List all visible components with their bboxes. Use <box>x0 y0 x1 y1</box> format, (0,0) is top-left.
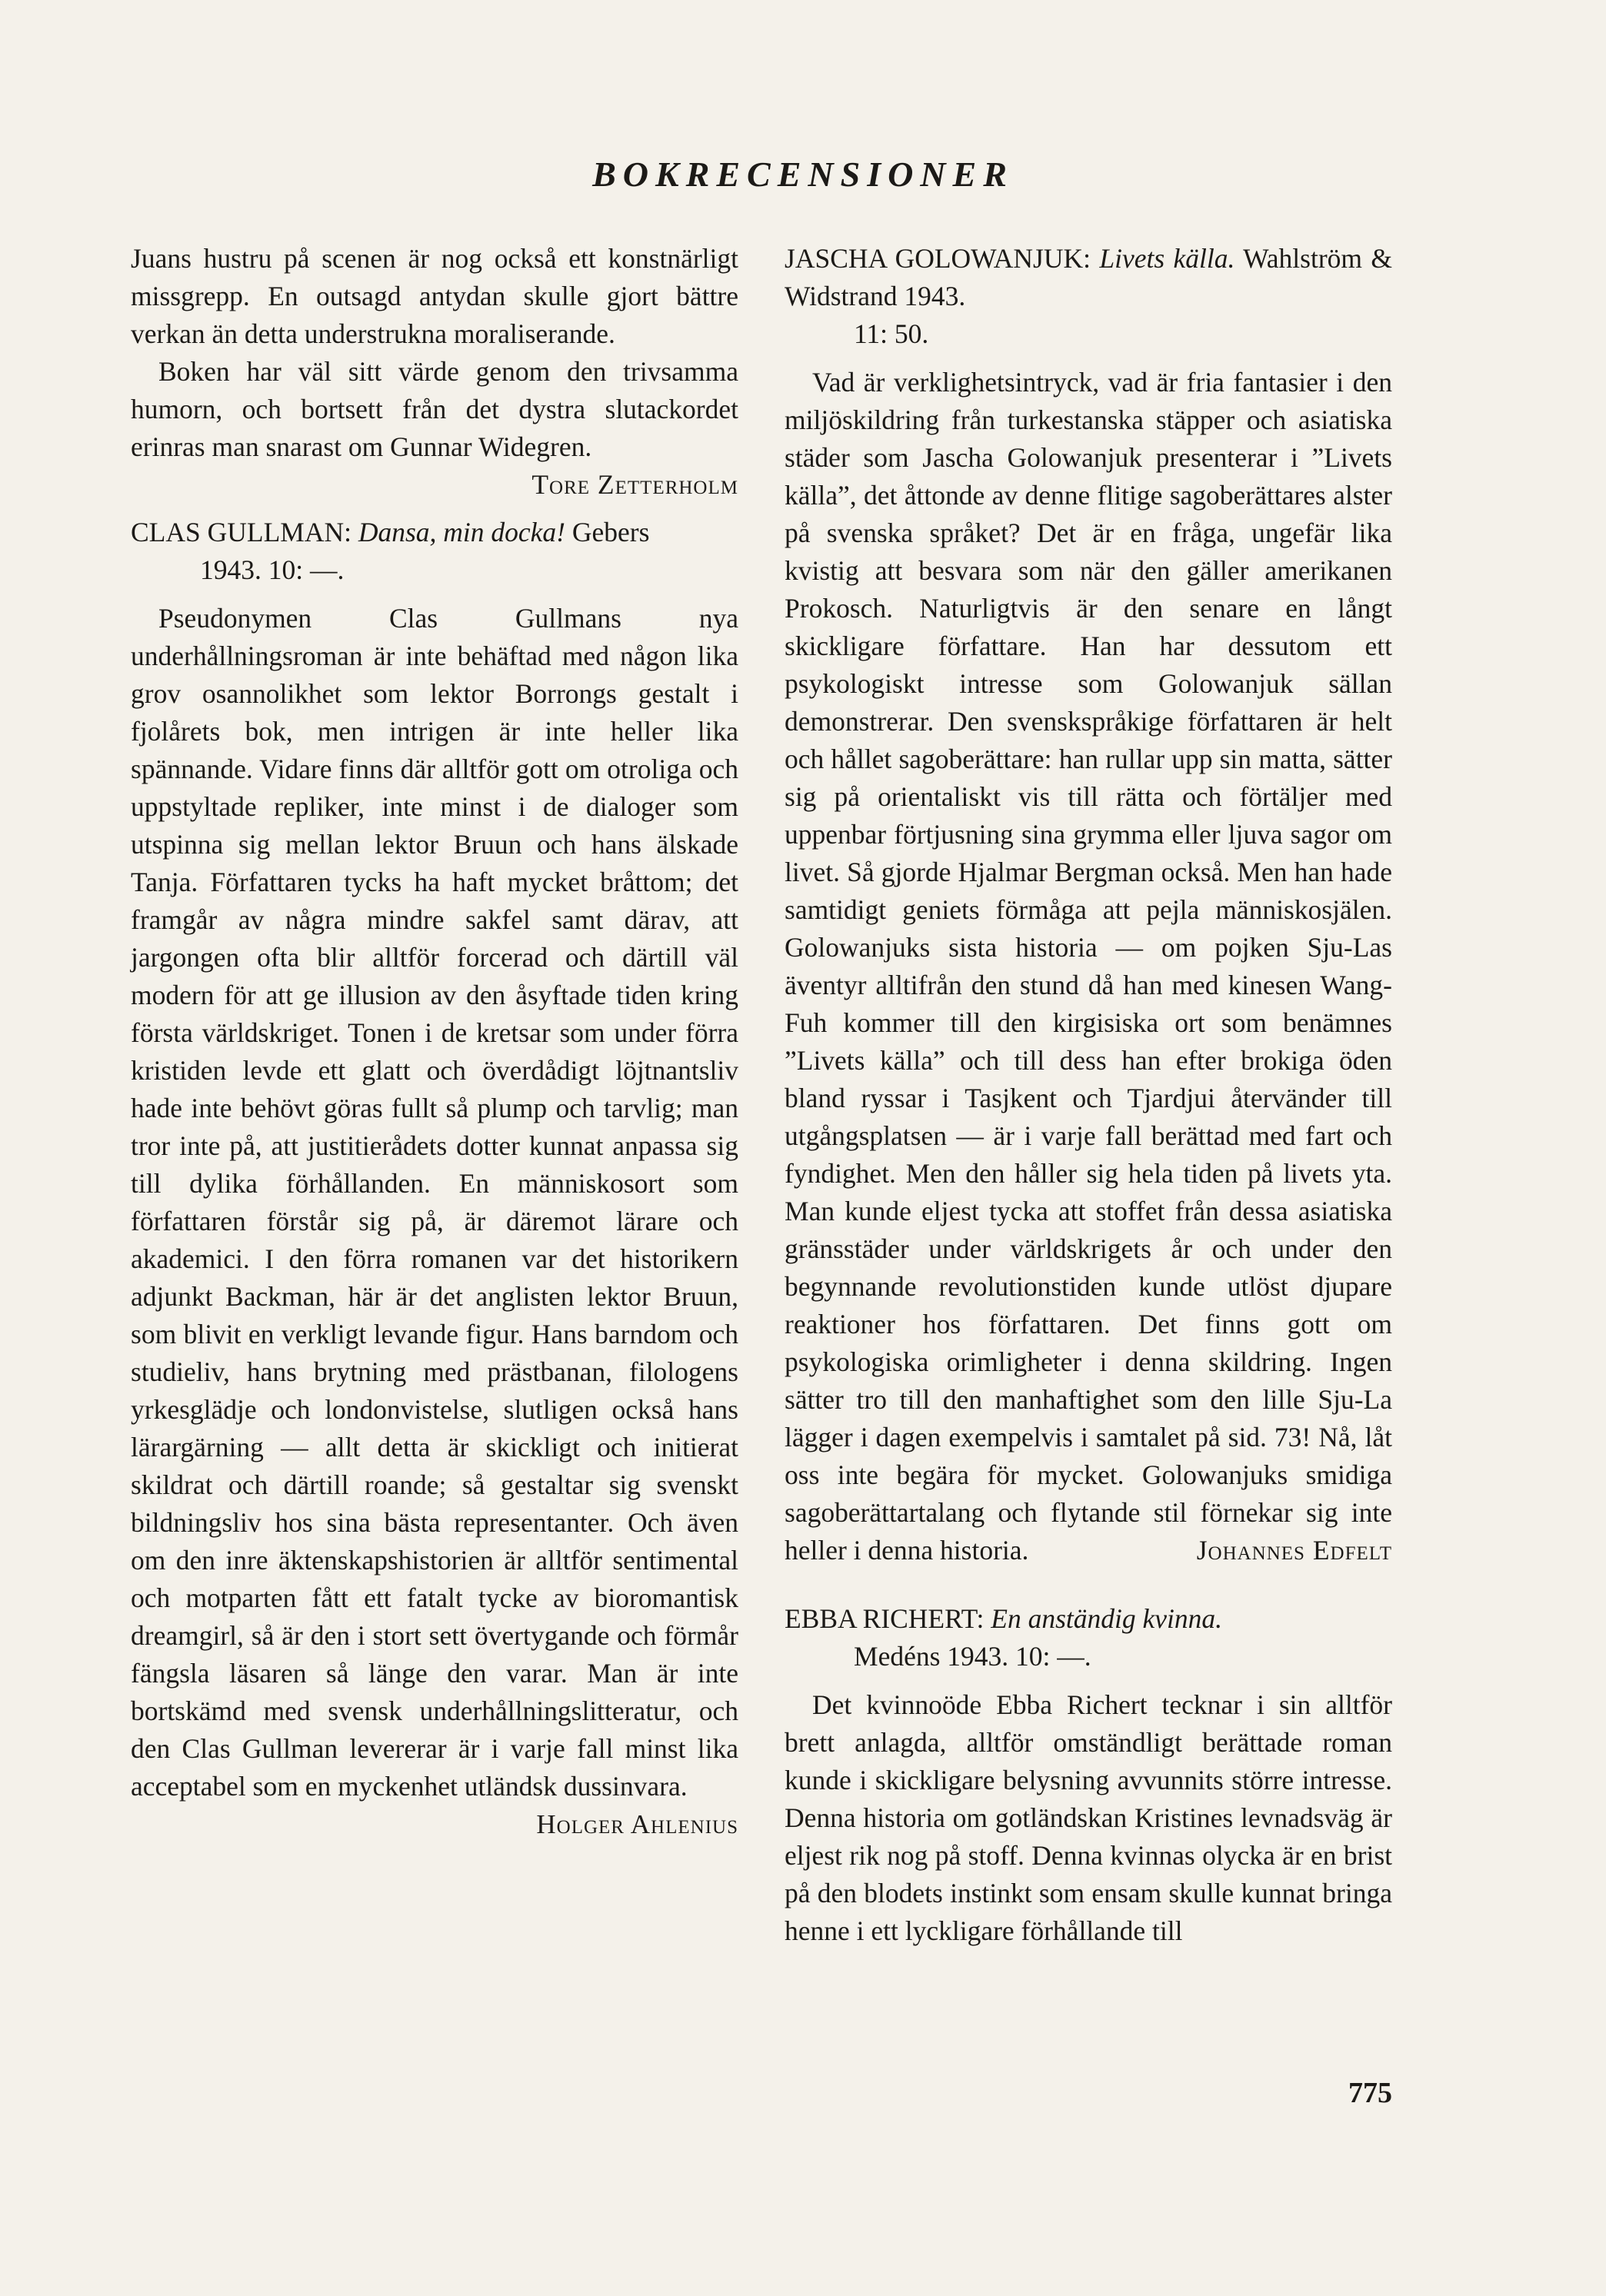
review-body-golowanjuk <box>785 364 1392 1569</box>
review-signature-edfelt: Johannes Edfelt <box>1196 1535 1392 1566</box>
review-heading-gullman <box>131 514 738 589</box>
review-body-gullman: Pseudonymen Clas Gullmans nya underhållningsroman är inte behäftad med någon lika grov osannolikhet som lektor Borrongs gestalt i fjolårets bok, men intrigen är inte heller lika spännande. Vidare finns där alltför gott om otroliga och uppstyltade repliker, inte minst i de dialoger som utspinna sig mellan lektor Bruun och hans älskade Tanja. Författaren tycks ha haft mycket bråttom; det framgår av några mindre sakfel samt därav, att jargongen ofta blir alltför forcerad och därtill väl modern för att ge illusion av den åsyftade tiden kring första världskriget. Tonen i de kretsar som under förra kristiden levde ett glatt och överdådigt löjtnantsliv hade inte behövt göras fullt så plump och tarvlig; man tror inte på, att justitierådets dotter kunnat anpassa sig till dylika förhållanden. En människosort som författaren förstår sig på, är däremot lärare och akademici. I den förra romanen var det historikern adjunkt Backman, här är det anglisten lektor Bruun, som blivit en verkligt levande figur. Hans barndom och studieliv, hans brytning med prästbanan, filologens yrkesglädje och londonvistelse, slutligen också hans lärargärning — allt detta är skickligt och initierat skildrat och därtill roande; så gestaltar sig svenskt bildningsliv hos sina bästa representanter. Och även om den inre äktenskapshistorien är alltför sentimental och motparten fått ett fatalt tycke av bioromantisk dreamgirl, så är den i stort sett övertygande och förmår fängsla läsaren så länge den varar. Man är inte bortskämd med svensk underhållningslitteratur, och den Clas Gullman levererar är i varje fall minst lika acceptabel som en myckenhet utländsk dussinvara. <box>131 603 738 1802</box>
right-column <box>785 240 1392 1950</box>
review-author: EBBA RICHERT: <box>785 1603 985 1634</box>
intro-paragraph-2-text: Boken har väl sitt värde genom den trivsamma humorn, och bortsett från det dystra slutackordet erinras man snarast om Gunnar Widegren. <box>131 356 738 462</box>
review-year-price: 1943. 10: —. <box>200 554 345 585</box>
review-book-title: Dansa, min docka! <box>358 517 566 547</box>
left-column <box>131 240 738 1843</box>
review-book-title: Livets källa. <box>1099 243 1235 274</box>
review-book-title: En anständig kvinna. <box>991 1603 1223 1634</box>
review-year-price: 11: 50. <box>854 318 929 349</box>
intro-paragraph-1: Juans hustru på scenen är nog också ett konstnärligt missgrepp. En outsagd antydan skulle gjort bättre verkan än detta understrukna moraliserande. <box>131 243 738 349</box>
intro-paragraph-2 <box>131 353 738 500</box>
review-body-golowanjuk-text: Vad är verklighetsintryck, vad är fria fantasier i den miljöskildring från turkestanska stäpper och asiatiska städer som Jascha Golowanjuk presenterar i ”Livets källa”, det åttonde av denne flitige sagoberättares alster på svenska språket? Det är en fråga, ungefär lika kvistig att besvara som när den gäller amerikanen Prokosch. Naturligtvis är den senare en långt skickligare författare. Han har dessutom ett psykologiskt intresse som Golowanjuk sällan demonstrerar. Den svenskspråkige författaren är helt och hållet sagoberättare: han rullar upp sin matta, sätter sig på orientaliskt vis till rätta och förtäljer med uppenbar förtjusning sina grymma eller ljuva sagor om livet. Så gjorde Hjalmar Bergman också. Men han hade samtidigt geniets förmåga att pejla människosjälen. Golowanjuks sista historia — om pojken Sju-Las äventyr alltifrån den stund då han med kinesen Wang-Fuh kommer till den kirgisiska ort som benämnes ”Livets källa” och till dess han efter brokiga öden bland ryssar i Tasjkent och Tjardjui återvänder till utgångsplatsen — är i varje fall berättad med fart och fyndighet. Men den håller sig hela tiden på livets yta. Man kunde eljest tycka att stoffet från dessa asiatiska gränsstäder under världskrigets år och under den begynnande revolutionstiden kunde utlöst djupare reaktioner hos författaren. Det finns gott om psykologiska orimligheter i denna skildring. Ingen sätter tro till den manhaftighet som den lille Sju-La lägger i dagen exempelvis i samtalet på sid. 73! Nå, låt oss inte begära för mycket. Golowanjuks smidiga sagoberättartalang och flytande stil förnekar sig inte heller i denna historia. <box>785 367 1392 1566</box>
review-publisher: Medéns 1943. <box>854 1641 1009 1672</box>
review-author: CLAS GULLMAN: <box>131 517 352 547</box>
review-year-price: 10: —. <box>1015 1641 1091 1672</box>
intro-signature: Tore Zetterholm <box>531 469 738 500</box>
running-title: BOKRECENSIONER <box>592 155 1014 194</box>
review-heading-richert <box>785 1600 1392 1675</box>
review-publisher: Gebers <box>571 517 650 547</box>
review-author: JASCHA GOLOWANJUK: <box>785 243 1091 274</box>
review-heading-golowanjuk <box>785 240 1392 353</box>
review-publisher: Wahlström & Widstrand 1943. <box>785 243 1392 311</box>
review-body-richert: Det kvinnoöde Ebba Richert tecknar i sin alltför brett anlagda, alltför omständligt berättade roman kunde i skickligare belysning avvunnits större intresse. Denna historia om gotländskan Kristines levnadsväg är eljest rik nog på stoff. Denna kvinnas olycka är en brist på den blodets instinkt som ensam skulle kunnat bringa henne i ett lyckligare förhållande till <box>785 1689 1392 1946</box>
page-number: 775 <box>1348 2077 1392 2109</box>
review-signature-ahlenius: Holger Ahlenius <box>536 1809 738 1839</box>
